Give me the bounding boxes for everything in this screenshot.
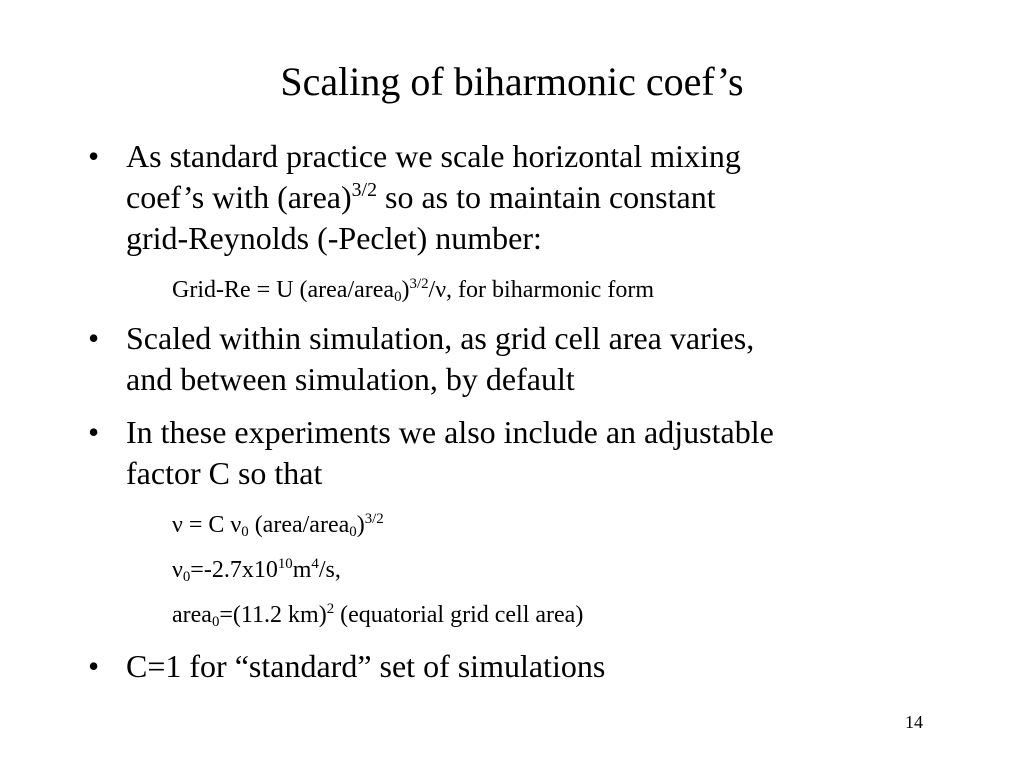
bullet-line: C=1 for “standard” set of simulations: [126, 648, 606, 684]
bullet-dot: •: [88, 138, 100, 174]
bullet-line: coef’s with (area)$^{3/2}$ so as to maintain constant: [126, 179, 716, 215]
bullet-line: and between simulation, by default: [126, 361, 575, 397]
bullet-line: Scaled within simulation, as grid cell area varies,: [126, 320, 755, 356]
bullet-dot: •: [88, 648, 100, 684]
bullet-line: factor C so that: [126, 455, 323, 491]
bullet-line: As standard practice we scale horizontal mixing: [126, 138, 741, 174]
bullet-text: [126, 646, 956, 687]
slide-title: Scaling of biharmonic coef’s: [280, 59, 744, 104]
page-number: 14: [905, 712, 923, 732]
formula-grid-re: Grid-Re = U (area/area$_0$)$^{3/2}$/ν, for biharmonic form: [172, 276, 654, 305]
bullet-line: In these experiments we also include an adjustable: [126, 414, 774, 450]
formula-nu: ν = C $\nu_0$ (area/area$_0$)$^{3/2}$: [172, 511, 384, 540]
bullet-dot: •: [88, 320, 100, 356]
bullet-line: grid-Reynolds (-Peclet) number:: [126, 220, 542, 256]
bullet-text: [126, 412, 956, 494]
bullet-text: [126, 136, 956, 259]
formula-area0: area$_0$=(11.2 km)$^2$ (equatorial grid cell area): [172, 601, 584, 630]
bullet-text: [126, 318, 956, 400]
formula-nu0: $\nu_0=-2.7x10^{10}m^4/s$,: [172, 556, 341, 585]
bullet-dot: •: [88, 414, 100, 450]
